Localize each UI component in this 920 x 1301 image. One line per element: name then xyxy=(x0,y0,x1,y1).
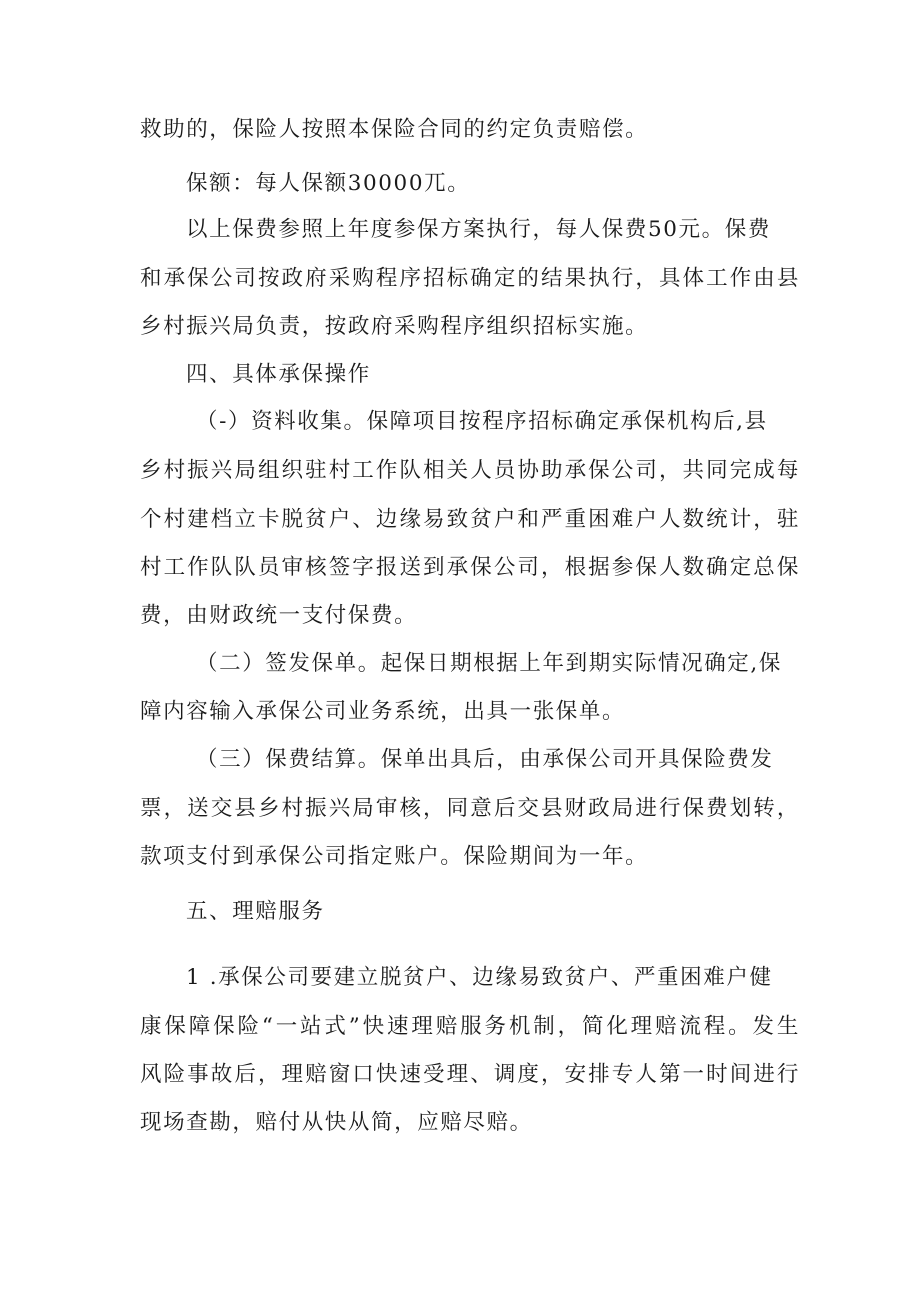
paragraph-line: 1 .承保公司要建立脱贫户、边缘易致贫户、严重困难户健 xyxy=(186,965,773,990)
section-heading: 五、理赔服务 xyxy=(186,899,325,924)
paragraph-line: 和承保公司按政府采购程序招标确定的结果执行，具体工作由县 xyxy=(140,266,800,291)
paragraph-line: 康保障保险“一站式”快速理赔服务机制，简化理赔流程。发生 xyxy=(140,1014,800,1039)
paragraph-line: 票，送交县乡村振兴局审核，同意后交县财政局进行保费划转， xyxy=(140,796,800,821)
paragraph-line: 乡村振兴局组织驻村工作队相关人员协助承保公司，共同完成每 xyxy=(140,458,800,483)
paragraph-line: 风险事故后，理赔窗口快速受理、调度，安排专人第一时间进行 xyxy=(140,1062,800,1087)
paragraph-line: 障内容输入承保公司业务系统，出具一张保单。 xyxy=(140,699,626,724)
paragraph-line: 保额：每人保额30000兀。 xyxy=(186,171,471,196)
paragraph-line: 村工作队队员审核签字报送到承保公司，根据参保人数确定总保 xyxy=(140,555,800,580)
paragraph-line: （三）保费结算。保单出具后，由承保公司开具保险费发 xyxy=(196,747,774,772)
paragraph-line: 乡村振兴局负责，按政府采购程序组织招标实施。 xyxy=(140,314,649,339)
paragraph-line: 款项支付到承保公司指定账户。保险期间为一年。 xyxy=(140,844,649,869)
paragraph-line: 以上保费参照上年度参保方案执行，每人保费50元。保费 xyxy=(186,217,771,242)
paragraph-line: 个村建档立卡脱贫户、边缘易致贫户和严重困难户人数统计，驻 xyxy=(140,507,800,532)
section-heading: 四、具体承保操作 xyxy=(186,362,371,387)
paragraph-line: 费，由财政统一支付保费。 xyxy=(140,603,418,628)
paragraph-line: （-）资料收集。保障项目按程序招标确定承保机构后,县 xyxy=(196,409,768,434)
paragraph-line: 现场查勘，赔付从快从简，应赔尽赔。 xyxy=(140,1110,533,1135)
paragraph-line: 救助的，保险人按照本保险合同的约定负责赔偿。 xyxy=(140,117,649,142)
paragraph-line: （二）签发保单。起保日期根据上年到期实际情况确定,保 xyxy=(196,651,782,676)
